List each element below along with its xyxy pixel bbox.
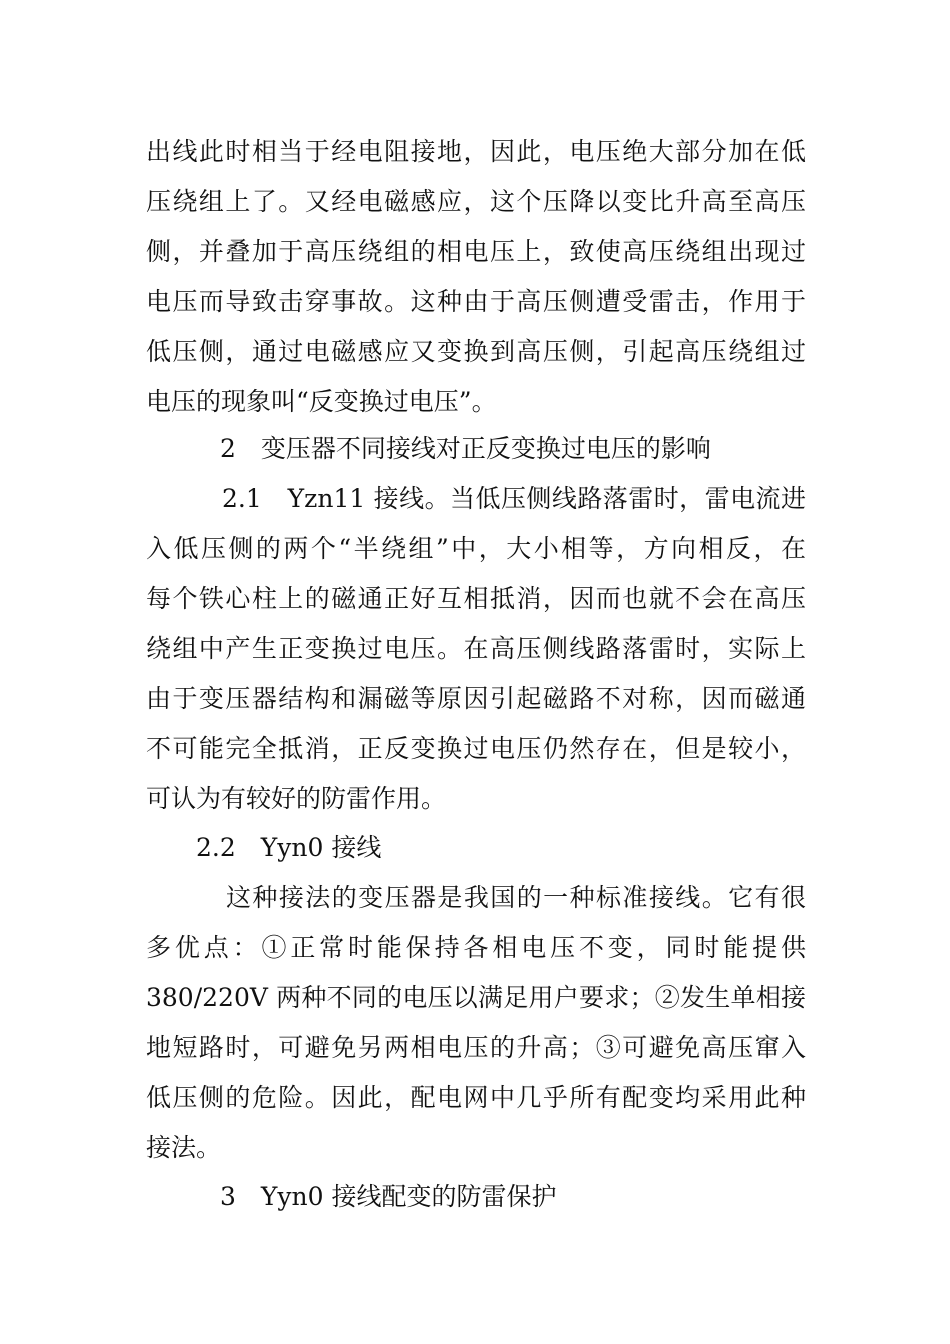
- paragraph-line: 电压的现象叫“反变换过电压”。: [146, 387, 497, 416]
- paragraph-line: 低压侧的危险。因此，配电网中几乎所有配变均采用此种: [146, 1083, 806, 1112]
- paragraph-line: 地短路时，可避免另两相电压的升高；③可避免高压窜入: [146, 1033, 806, 1062]
- paragraph-line: 侧，并叠加于高压绕组的相电压上，致使高压绕组出现过: [146, 237, 806, 266]
- paragraph-line: 低压侧，通过电磁感应又变换到高压侧，引起高压绕组过: [146, 337, 806, 366]
- section-heading: 2 变压器不同接线对正反变换过电压的影响: [220, 434, 711, 463]
- paragraph-line: 2.1 Yzn11 接线。当低压侧线路落雷时，雷电流进: [222, 484, 806, 513]
- paragraph-line: 380/220V 两种不同的电压以满足用户要求；②发生单相接: [146, 983, 806, 1012]
- paragraph-line: 压绕组上了。又经电磁感应，这个压降以变比升高至高压: [146, 187, 806, 216]
- paragraph-line: 入低压侧的两个“半绕组”中，大小相等，方向相反，在: [146, 534, 806, 563]
- section-heading: 3 Yyn0 接线配变的防雷保护: [220, 1182, 557, 1211]
- paragraph-line: 不可能完全抵消，正反变换过电压仍然存在，但是较小，: [146, 734, 806, 763]
- paragraph-line: 多优点：①正常时能保持各相电压不变，同时能提供: [146, 933, 806, 962]
- paragraph-line: 这种接法的变压器是我国的一种标准接线。它有很: [226, 883, 806, 912]
- paragraph-line: 接法。: [146, 1133, 222, 1162]
- paragraph-line: 可认为有较好的防雷作用。: [146, 784, 447, 813]
- paragraph-line: 出线此时相当于经电阻接地，因此，电压绝大部分加在低: [146, 137, 806, 166]
- paragraph-line: 绕组中产生正变换过电压。在高压侧线路落雷时，实际上: [146, 634, 806, 663]
- paragraph-line: 每个铁心柱上的磁通正好互相抵消，因而也就不会在高压: [146, 584, 806, 613]
- paragraph-line: 由于变压器结构和漏磁等原因引起磁路不对称，因而磁通: [146, 684, 806, 713]
- subsection-heading: 2.2 Yyn0 接线: [196, 833, 382, 862]
- paragraph-line: 电压而导致击穿事故。这种由于高压侧遭受雷击，作用于: [146, 287, 806, 316]
